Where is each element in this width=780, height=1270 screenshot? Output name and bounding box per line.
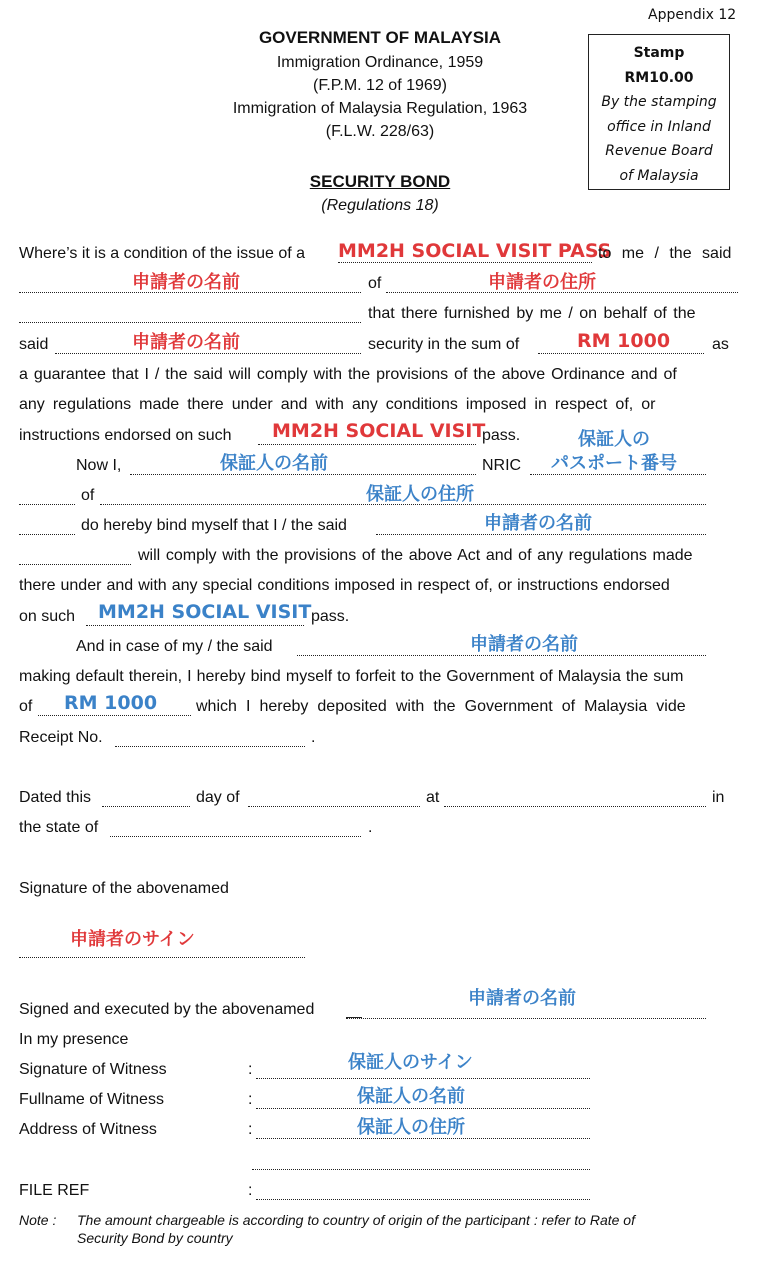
p2-will-text: will comply with the provisions of the above Act and of any regulations made (138, 547, 693, 564)
p2-bind-text: do hereby bind myself that I / the said (81, 517, 347, 534)
pass-type-annotation: MM2H SOCIAL VISIT PASS (338, 240, 612, 262)
witness-address-label: Address of Witness (19, 1121, 157, 1138)
p3-receipt-text: Receipt No. (19, 729, 103, 746)
p1-to-text: to me / the said (598, 245, 732, 262)
witness-fullname-field[interactable] (256, 1108, 590, 1109)
p2-pass-text: pass. (311, 608, 350, 625)
applicant-name-annotation-1: 申請者の名前 (132, 272, 240, 293)
applicant-name-annotation-5: 申請者の名前 (468, 988, 576, 1009)
state-field[interactable] (110, 836, 361, 837)
p1-line-6: any regulations made there under and with any conditions imposed in respect of, or (19, 396, 656, 413)
guarantor-address-annotation-1: 保証人の住所 (366, 484, 474, 505)
applicant-address-annotation: 申請者の住所 (488, 272, 596, 293)
nric-continuation-field[interactable] (19, 504, 75, 505)
p2-onsuch-text: on such (19, 608, 76, 625)
at-text: at (426, 789, 440, 806)
file-ref-field[interactable] (256, 1199, 590, 1200)
security-amount-annotation: RM 1000 (577, 330, 671, 352)
guarantor-passport-annotation-1: 保証人の (578, 429, 650, 450)
visit-type-annotation-1: MM2H SOCIAL VISIT (272, 420, 486, 442)
p3-and-text: And in case of my / the said (76, 638, 273, 655)
state-of-text: the state of (19, 819, 99, 836)
witness-signature-field[interactable] (256, 1078, 590, 1079)
state-period: . (368, 819, 373, 836)
p3-of-text: of (19, 698, 33, 715)
guarantor-name-annotation-1: 保証人の名前 (220, 453, 328, 474)
p2-nric-text: NRIC (482, 457, 522, 474)
p2-now-text: Now I, (76, 457, 122, 474)
witness-signature-colon: : (248, 1061, 253, 1078)
applicant-name-annotation-3: 申請者の名前 (484, 513, 592, 534)
witness-fullname-label: Fullname of Witness (19, 1091, 164, 1108)
stamp-note-3: Revenue Board (605, 143, 713, 159)
date-month-field[interactable] (248, 806, 420, 807)
p1-security-text: security in the sum of (368, 336, 520, 353)
day-of-text: day of (196, 789, 240, 806)
p1-furnished-text: that there furnished by me / on behalf of the (368, 305, 696, 322)
header-line-3: Immigration of Malaysia Regulation, 1963 (232, 100, 528, 117)
header-title: GOVERNMENT OF MALAYSIA (258, 28, 502, 47)
visit-type-annotation-2: MM2H SOCIAL VISIT (98, 601, 312, 623)
guarantor-address-annotation-2: 保証人の住所 (357, 1117, 465, 1138)
place-field[interactable] (444, 806, 706, 807)
signed-executed-field[interactable] (346, 1018, 706, 1019)
note-text-2: Security Bond by country (77, 1230, 233, 1246)
stamp-note-2: office in Inland (607, 118, 711, 135)
applicant-name-annotation-2: 申請者の名前 (132, 332, 240, 353)
applicant-signature-annotation: 申請者のサイン (70, 929, 195, 950)
in-text: in (712, 789, 725, 806)
presence-label: In my presence (19, 1031, 129, 1048)
applicant-name-continuation-field[interactable] (19, 564, 131, 565)
witness-address-colon: : (248, 1121, 253, 1138)
header-line-4: (F.L.W. 228/63) (325, 123, 435, 140)
witness-signature-label: Signature of Witness (19, 1061, 167, 1078)
note-text-1: The amount chargeable is according to country of origin of the participant : refer to Rate of (77, 1212, 635, 1228)
p1-line-7: instructions endorsed on such (19, 427, 232, 444)
p2-of-text: of (81, 487, 95, 504)
forfeit-amount-field[interactable] (38, 715, 191, 716)
p1-said-text: said (19, 336, 49, 353)
stamp-note-4: of Malaysia (619, 167, 699, 184)
p3-line: making default therein, I hereby bind myself to forfeit to the Government of Malaysia the sum (19, 668, 684, 685)
date-day-field[interactable] (102, 806, 190, 807)
forfeit-amount-annotation: RM 1000 (64, 692, 158, 714)
stamp-note-1: By the stamping (601, 94, 717, 110)
signature-abovenamed-label: Signature of the abovenamed (19, 880, 229, 897)
p1-start-text: Where’s it is a condition of the issue of a (19, 245, 306, 262)
dated-this-text: Dated this (19, 789, 92, 806)
p3-which-text: which I hereby deposited with the Government of Malaysia vide (196, 698, 686, 715)
file-ref-colon: : (248, 1182, 253, 1199)
witness-fullname-colon: : (248, 1091, 253, 1108)
stamp-box (588, 34, 730, 190)
header-line-1: Immigration Ordinance, 1959 (276, 54, 484, 71)
guarantor-signature-annotation: 保証人のサイン (348, 1052, 473, 1073)
receipt-number-field[interactable] (115, 746, 305, 747)
signed-executed-label: Signed and executed by the abovenamed (19, 1001, 315, 1018)
doc-title: SECURITY BOND (309, 172, 451, 191)
visit-type-field-1[interactable] (258, 444, 476, 445)
applicant-name-annotation-4: 申請者の名前 (470, 634, 578, 655)
file-ref-label: FILE REF (19, 1182, 90, 1199)
doc-subtitle: (Regulations 18) (321, 197, 439, 214)
p1-line-5: a guarantee that I / the said will comply with the provisions of the above Ordinance and of (19, 366, 677, 383)
signed-executed-underline (346, 1017, 362, 1018)
note-label: Note : (19, 1212, 57, 1228)
address-continuation-field[interactable] (19, 534, 75, 535)
pass-type-field[interactable] (338, 262, 592, 263)
guarantor-name-annotation-2: 保証人の名前 (357, 1086, 465, 1107)
stamp-amount: RM10.00 (624, 69, 694, 86)
visit-type-field-2[interactable] (86, 625, 304, 626)
p1-of-text: of (368, 275, 382, 292)
appendix-label: Appendix 12 (648, 7, 737, 23)
p3-period: . (311, 729, 316, 746)
header-line-2: (F.P.M. 12 of 1969) (313, 77, 447, 94)
stamp-title: Stamp (633, 45, 685, 61)
security-amount-field[interactable] (538, 353, 704, 354)
p2-line: there under and with any special conditions imposed in respect of, or instructions endorsed (19, 577, 670, 594)
p1-pass-text: pass. (482, 427, 521, 444)
guarantor-passport-annotation-2: パスポート番号 (551, 453, 677, 474)
applicant-address-field-2[interactable] (19, 322, 361, 323)
witness-address-field-2[interactable] (252, 1169, 590, 1170)
applicant-signature-field[interactable] (19, 957, 305, 958)
p1-as-text: as (712, 336, 729, 353)
